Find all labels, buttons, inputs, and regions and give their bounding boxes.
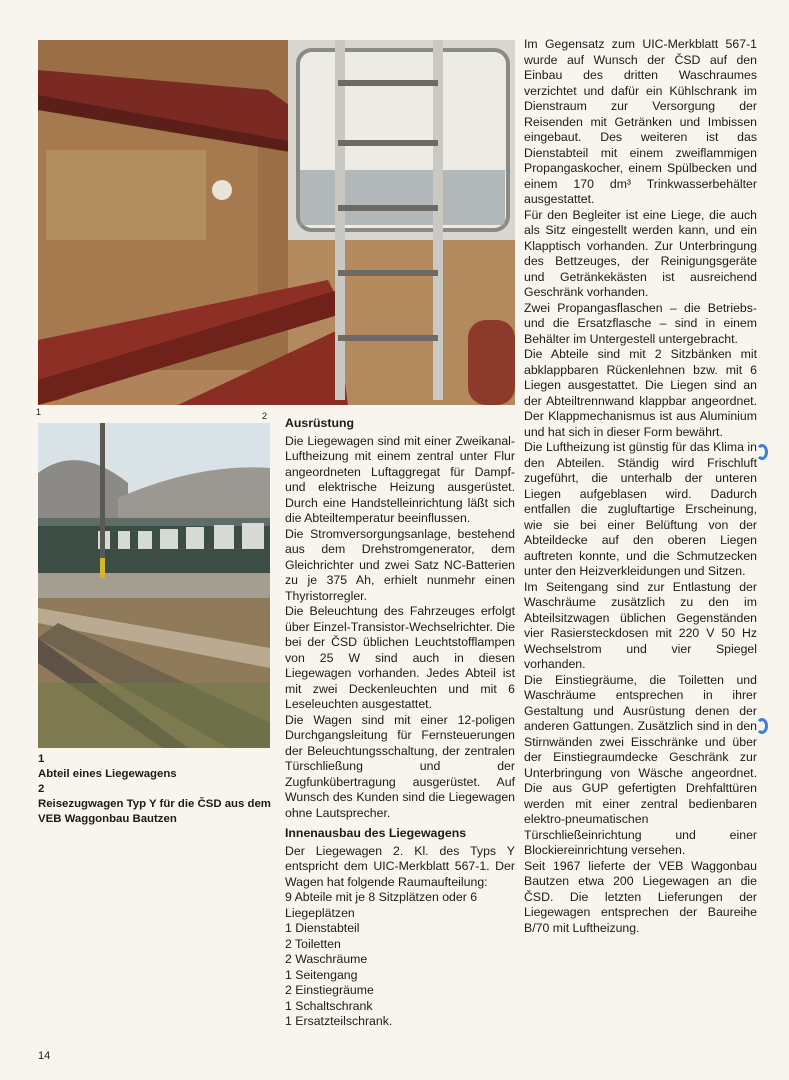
room-list-item: 2 Einstiegräume: [285, 983, 374, 997]
paragraph-attendant: Für den Begleiter ist eine Liege, die auch als Sitz eingestellt werden kann, und ein Klapptisch vorhanden. Zur Unterbringung des Bettzeuges, der Reinigungsgeräte und Getränkekästen ist ausreichend Geschränk vorhanden.: [524, 207, 757, 299]
caption-2-number: 2: [38, 783, 45, 795]
figure-number-1: 1: [36, 407, 42, 417]
paragraph-compartments: Die Abteile sind mit 2 Sitzbänken mit abklappbaren Rückenlehnen bzw. mit 6 Liegen ausgestattet. Die Liegen sind an der Abteiltrennwand klappbar angeordnet. Der Klappmechanismus ist aus Aluminium und hat sich in dieser Form bewährt.: [524, 347, 757, 439]
figure-number-2: 2: [262, 411, 268, 421]
caption-1-text: Abteil eines Liegewagens: [38, 768, 177, 780]
paragraph-corridor: Im Seitengang sind zur Entlastung der Waschräume zusätzlich zu den im Abteilsitzwagen üblichen Gegenständen vier Rasiersteckdosen mit 220 V 50 Hz Wechselstrom und vier Spiegel vorhanden.: [524, 579, 757, 671]
binder-ring-icon: [756, 444, 768, 460]
caption-2-text: Reisezugwagen Typ Y für die ČSD aus dem VEB Waggonbau Bautzen: [38, 798, 271, 825]
paragraph-propane: Zwei Propangasflaschen – die Betriebs- und die Ersatzflasche – sind in einem Behälter im Untergestell untergebracht.: [524, 300, 757, 346]
middle-text-column: [285, 416, 515, 1030]
paragraph-entrance: Die Einstiegräume, die Toiletten und Waschräume entsprechen in ihrer Gestaltung und Ausrüstung denen der anderen Gattungen. Zusätzlich sind in den Stirnwänden zwei Eisschränke und über der Einstiegraumdecke Geschränk zur Unterbringung von Wäsche angeordnet. Die aus GUP gefertigten Drehfalttüren werden mit einer zentral bedienbaren elektro-pneumatischen Türschließeinrichtung und einer Blockiereinrichtung versehen.: [524, 672, 757, 857]
right-text-column: [524, 37, 757, 936]
heading-innenausbau: Innenausbau des Liegewagens: [285, 826, 467, 840]
caption-1-number: 1: [38, 753, 45, 765]
paragraph-layout-intro: Der Liegewagen 2. Kl. des Typs Y entspricht dem UIC-Merkblatt 567-1. Der Wagen hat folgende Raumaufteilung:: [285, 843, 515, 889]
photo-train-station: [38, 423, 270, 748]
binder-ring-icon: [756, 718, 768, 734]
room-list-item: 1 Ersatzteilschrank.: [285, 1014, 393, 1028]
room-list-item: 1 Seitengang: [285, 967, 358, 982]
room-list-item: 2 Toiletten: [285, 936, 341, 951]
heading-ausruestung: Ausrüstung: [285, 416, 354, 430]
paragraph-wiring: Die Wagen sind mit einer 12-poligen Durchgangsleitung für Fernsteuerungen der Beleuchtungsschaltung, der zentralen Türschließung und der Zugfunkübertragung ausgerüstet. Auf Wunsch des Kunden sind die Liegewagen ohne Lautsprecher.: [285, 712, 515, 820]
paragraph-deliveries: Seit 1967 lieferte der VEB Waggonbau Bautzen etwa 200 Liegewagen an die ČSD. Die letzten Lieferungen der Liegewagen entsprechen der Baureihe B/70 mit Luftheizung.: [524, 858, 757, 935]
photo-compartment-interior: [38, 40, 515, 405]
figure-captions: [38, 752, 273, 827]
paragraph-lighting: Die Beleuchtung des Fahrzeuges erfolgt über Einzel-Transistor-Wechselrichter. Die bei der ČSD üblichen Leuchtstofflampen von 25 W sind auch in diesen Liegewagen vorhanden. Jedes Abteil ist mit zwei Deckenleuchten und mit 6 Leseleuchten ausgestattet.: [285, 604, 515, 711]
paragraph-air-heating: Die Luftheizung ist günstig für das Klima in den Abteilen. Ständig wird Frischluft zugeführt, die unterhalb der unteren Liegen aufgeblasen wird. Dadurch entfallen die zugluftartige Erscheinung, wie sie bei einer Belüftung von der Abteildecke auf den oberen Liegen auftreten konnte, und die Schmutzecken unter den Heizverkleidungen und Sitzen.: [524, 440, 757, 578]
page-number: 14: [38, 1050, 51, 1062]
room-list-item: 9 Abteile mit je 8 Sitzplätzen oder 6 Liegeplätzen: [285, 890, 478, 920]
room-list: [285, 890, 515, 1030]
room-list-item: 1 Dienstabteil: [285, 921, 360, 935]
paragraph-heating: Die Liegewagen sind mit einer Zweikanal-Luftheizung mit einem zentral unter Flur angeordneten Luftaggregat für Dampf- und elektrische Heizung ausgerüstet. Durch eine Handstelleinrichtung läßt sich die Abteiltemperatur beeinflussen.: [285, 433, 515, 525]
paragraph-uic-deviation: Im Gegensatz zum UIC-Merkblatt 567-1 wurde auf Wunsch der ČSD auf den Einbau des dritten Waschraumes verzichtet und dafür ein Kühlschrank im Dienstraum zur Versorgung der Reisenden mit Getränken und Imbissen eingebaut. Des weiteren ist das Dienstabteil mit einem zweiflammigen Propangaskocher, einem Spülbecken und einem 170 dm³ Trinkwasserbehälter ausgestattet.: [524, 37, 757, 206]
room-list-item: 1 Schaltschrank: [285, 998, 373, 1013]
room-list-item: 2 Waschräume: [285, 952, 368, 966]
paragraph-power-supply: Die Stromversorgungsanlage, bestehend aus dem Drehstromgenerator, dem Gleichrichter und zwei Satz NC-Batterien zu je 375 Ah, erhielt nunmehr einen Thyristorregler.: [285, 526, 515, 603]
